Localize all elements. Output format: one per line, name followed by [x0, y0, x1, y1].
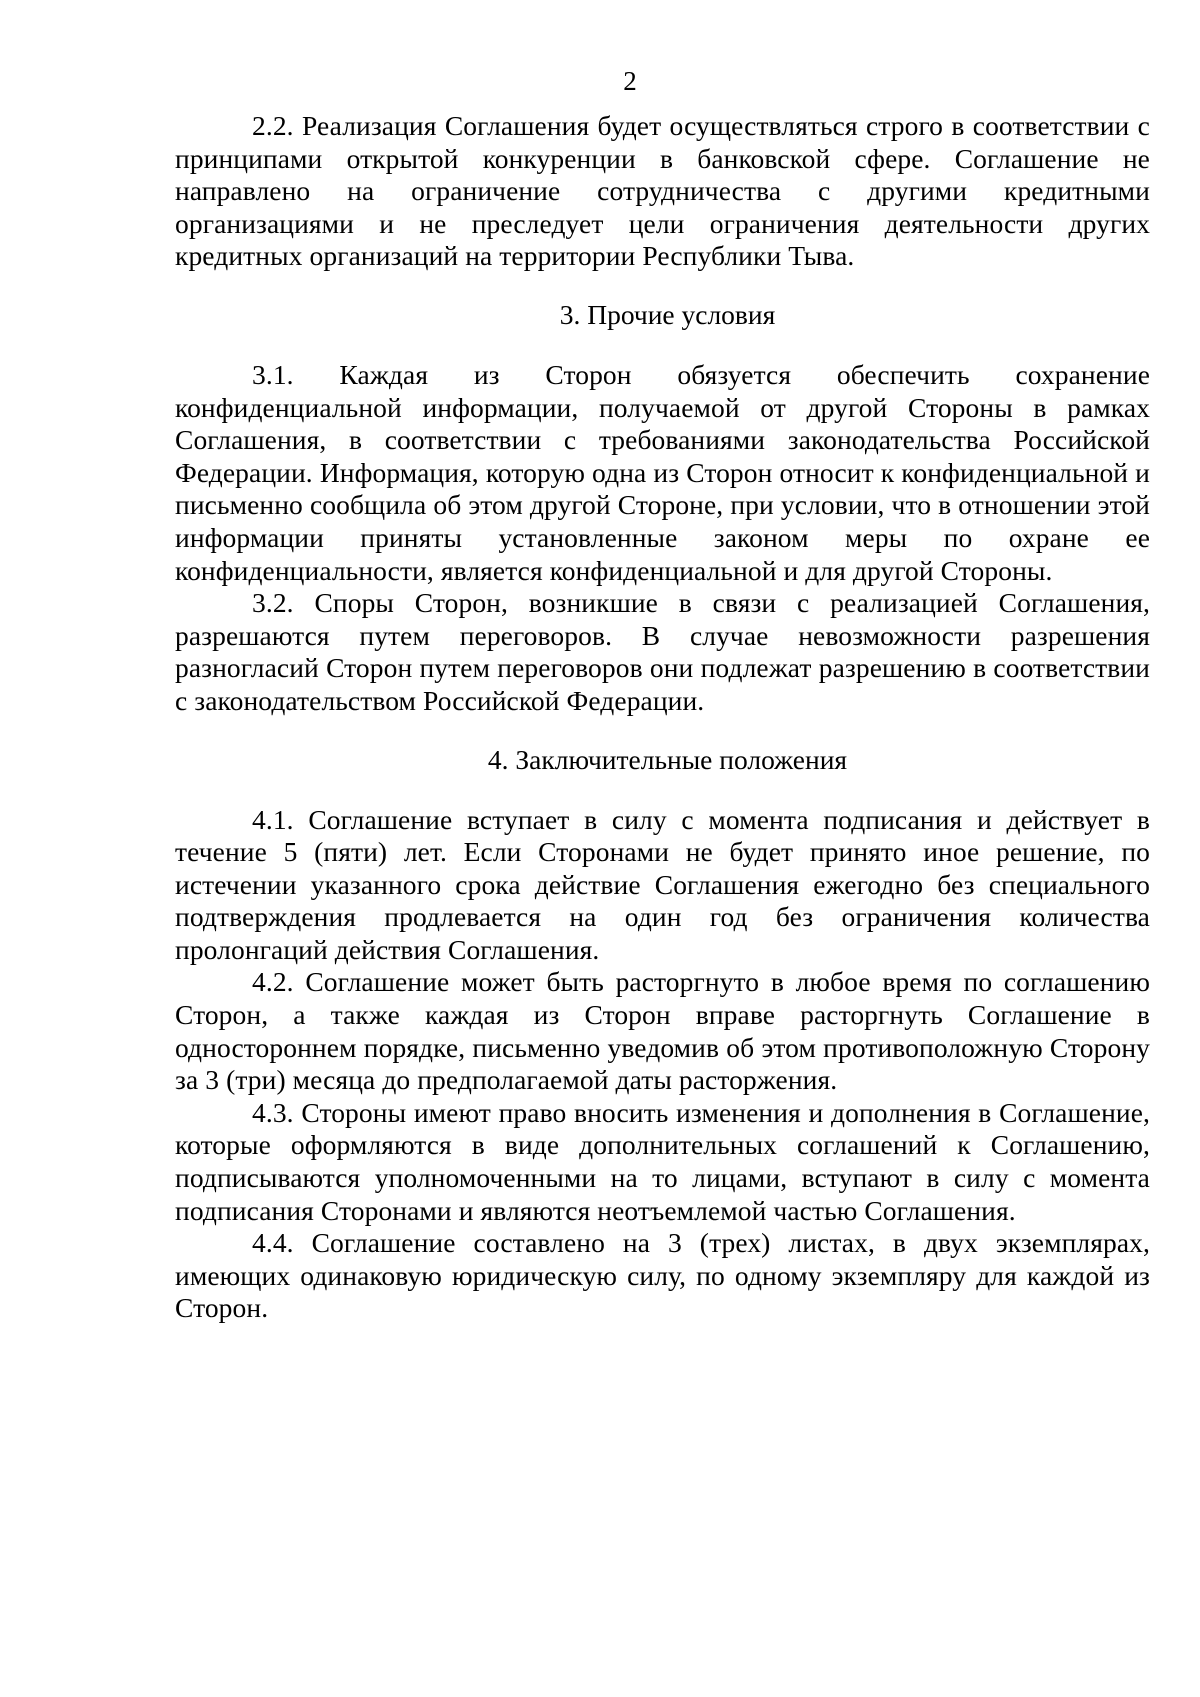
section-heading-3: 3. Прочие условия	[559, 298, 776, 330]
paragraph-3-1: 3.1. Каждая из Сторон обязуется обеспечить сохранение конфиденциальной информации, получаемой от другой Стороны в рамках Соглашения, в соответствии с требованиями законодательства Российской Федерации. Информация, которую одна из Сторон относит к конфиденциальной и письменно сообщила об этом другой Стороне, при условии, что в отношении этой информации приняты установленные законом меры по охране ее конфиденциальности, является конфиденциальной и для другой Стороны.	[175, 358, 1150, 586]
paragraph-4-2: 4.2. Соглашение может быть расторгнуто в любое время по соглашению Сторон, а также каждая из Сторон вправе расторгнуть Соглашение в одностороннем порядке, письменно уведомив об этом противоположную Сторону за 3 (три) месяца до предполагаемой даты расторжения.	[175, 966, 1150, 1096]
paragraph-3-2: 3.2. Споры Сторон, возникшие в связи с реализацией Соглашения, разрешаются путем переговоров. В случае невозможности разрешения разногласий Сторон путем переговоров они подлежат разрешению в соответствии с законодательством Российской Федерации.	[175, 587, 1150, 716]
paragraph-2-2: 2.2. Реализация Соглашения будет осуществляться строго в соответствии с принципами открытой конкуренции в банковской сфере. Соглашение не направлено на ограничение сотрудничества с другими кредитными организациями и не преследует цели ограничения деятельности других кредитных организаций на территории Республики Тыва.	[175, 110, 1150, 272]
document-body	[175, 110, 1150, 1325]
section-heading-4: 4. Заключительные положения	[487, 743, 848, 775]
page-number: 2	[623, 66, 637, 96]
paragraph-4-1: 4.1. Соглашение вступает в силу с момента подписания и действует в течение 5 (пяти) лет. Если Сторонами не будет принято иное решение, по истечении указанного срока действие Соглашения ежегодно без специального подтверждения продлевается на один год без ограничения количества пролонгаций действия Соглашения.	[175, 803, 1150, 965]
paragraph-4-3: 4.3. Стороны имеют право вносить изменения и дополнения в Соглашение, которые оформляются в виде дополнительных соглашений к Соглашению, подписываются уполномоченными на то лицами, вступают в силу с момента подписания Сторонами и являются неотъемлемой частью Соглашения.	[175, 1096, 1150, 1226]
paragraph-4-4: 4.4. Соглашение составлено на 3 (трех) листах, в двух экземплярах, имеющих одинаковую юридическую силу, по одному экземпляру для каждой из Сторон.	[175, 1227, 1150, 1324]
